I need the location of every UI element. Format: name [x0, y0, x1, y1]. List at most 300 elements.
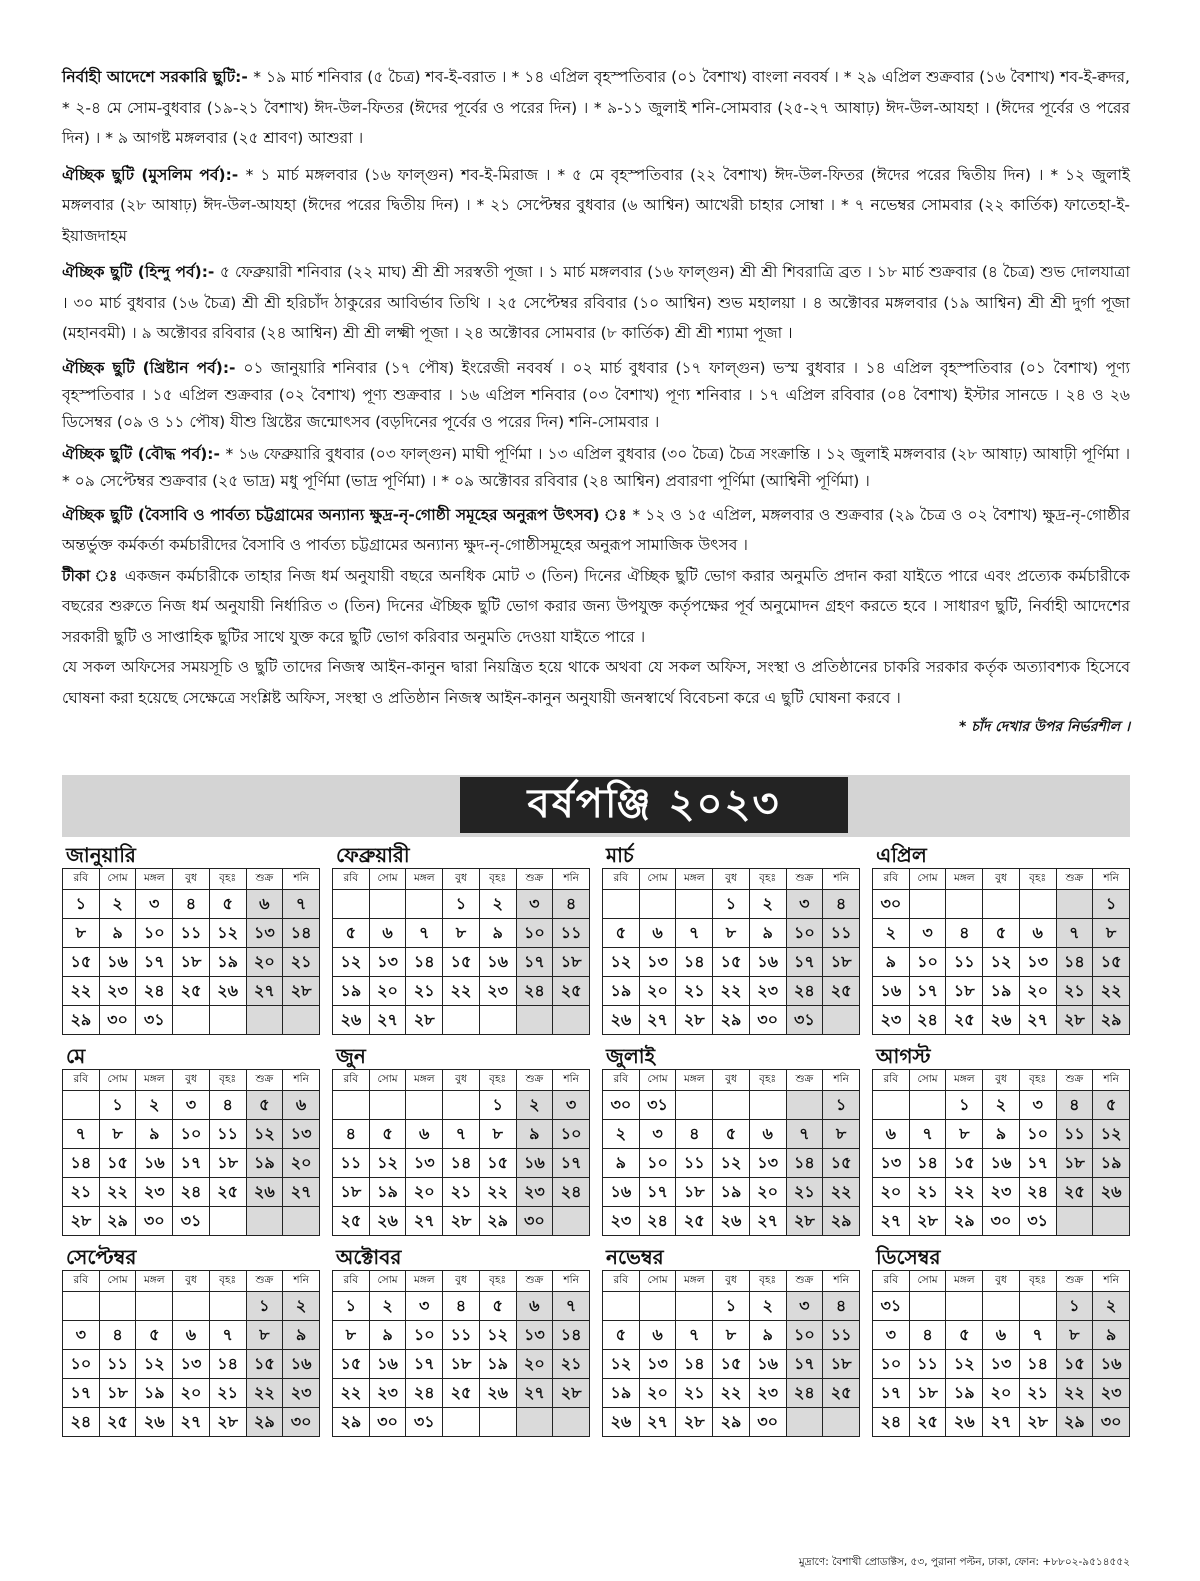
day-cell: ২০	[983, 1379, 1020, 1408]
day-cell: ৮	[443, 919, 480, 948]
holiday-paragraph	[62, 500, 1130, 561]
day-cell: ১৫	[713, 1350, 750, 1379]
day-cell: ৫	[136, 1321, 173, 1350]
day-cell	[676, 1292, 713, 1321]
week-row	[63, 1350, 320, 1379]
day-cell: ৩	[1019, 1091, 1056, 1120]
week-row	[333, 1120, 590, 1149]
weekday-header-row	[333, 869, 590, 890]
week-row	[873, 1292, 1130, 1321]
day-cell: ১৫	[1056, 1350, 1093, 1379]
month-calendar	[602, 1242, 860, 1437]
week-row	[603, 948, 860, 977]
day-cell: ১১	[333, 1149, 370, 1178]
day-cell: ২৮	[209, 1408, 246, 1437]
day-cell	[946, 890, 983, 919]
day-cell	[823, 1006, 860, 1035]
weekday-header: বৃহঃ	[749, 1070, 786, 1091]
day-cell: ১০	[136, 919, 173, 948]
weekday-header: রবি	[873, 1271, 910, 1292]
day-cell: ১১	[99, 1350, 136, 1379]
weekday-header: বৃহঃ	[749, 1271, 786, 1292]
day-cell: ২৪	[553, 1178, 590, 1207]
day-cell: ৯	[873, 948, 910, 977]
day-cell: ১৫	[99, 1149, 136, 1178]
week-row	[873, 1350, 1130, 1379]
weekday-header: সোম	[369, 869, 406, 890]
day-cell: ৩	[786, 1292, 823, 1321]
day-cell	[173, 1006, 210, 1035]
day-cell: ৬	[873, 1120, 910, 1149]
day-cell: ১৭	[516, 948, 553, 977]
weekday-header: বুধ	[173, 1070, 210, 1091]
day-cell: ৯	[749, 1321, 786, 1350]
day-cell: ১৯	[1093, 1149, 1130, 1178]
day-cell: ৯	[99, 919, 136, 948]
day-cell: ২৯	[823, 1207, 860, 1236]
day-cell	[553, 1207, 590, 1236]
week-row	[873, 948, 1130, 977]
weekday-header: বৃহঃ	[1019, 1070, 1056, 1091]
day-cell	[786, 1091, 823, 1120]
weekday-header: সোম	[639, 1271, 676, 1292]
day-cell: ২৯	[479, 1207, 516, 1236]
day-cell	[99, 1292, 136, 1321]
paragraph-body: * ১২ ও ১৫ এপ্রিল, মঙ্গলবার ও শুক্রবার (২৯ চৈত্র ও ০২ বৈশাখ) ক্ষুদ্র-নৃ-গোষ্ঠীর অন্তর্ভুক্ত কর্মকর্তা কর্মচারীদের বৈসাবি ও পার্বত্য চট্টগ্রামের অন্যান্য ক্ষুদ-নৃ-গোষ্ঠীসমূহের অনুরূপ সামাজিক উৎসব ।	[62, 505, 1130, 554]
month-grid	[62, 840, 1132, 1437]
day-cell	[603, 1292, 640, 1321]
weekday-header: বুধ	[173, 869, 210, 890]
weekday-header: শনি	[553, 1070, 590, 1091]
day-cell: ১৩	[246, 919, 283, 948]
day-cell	[909, 890, 946, 919]
day-cell: ১৭	[553, 1149, 590, 1178]
week-row	[873, 919, 1130, 948]
day-cell: ২৫	[676, 1207, 713, 1236]
day-cell: ৭	[909, 1120, 946, 1149]
day-cell: ১৯	[603, 977, 640, 1006]
day-cell: ২৭	[1019, 1006, 1056, 1035]
day-cell: ৩০	[873, 890, 910, 919]
day-cell: ২০	[369, 977, 406, 1006]
weekday-header: শনি	[823, 869, 860, 890]
day-cell: ৫	[603, 1321, 640, 1350]
day-cell	[749, 1091, 786, 1120]
weekday-header: মঙ্গল	[946, 1271, 983, 1292]
week-row	[63, 1207, 320, 1236]
weekday-header: শনি	[283, 869, 320, 890]
week-row	[873, 977, 1130, 1006]
weekday-header: শুক্র	[516, 869, 553, 890]
day-cell: ১৮	[823, 1350, 860, 1379]
week-row	[603, 1149, 860, 1178]
holiday-notes-section	[62, 62, 1130, 739]
day-cell: ৩০	[983, 1207, 1020, 1236]
day-cell: ১২	[333, 948, 370, 977]
weekday-header-row	[63, 1271, 320, 1292]
day-cell: ৯	[749, 919, 786, 948]
day-cell: ১৬	[283, 1350, 320, 1379]
week-row	[63, 1120, 320, 1149]
day-cell: ২৯	[946, 1207, 983, 1236]
month-calendar	[62, 840, 320, 1035]
day-cell: ১৬	[1093, 1350, 1130, 1379]
day-cell: ২৬	[1093, 1178, 1130, 1207]
day-cell: ২১	[1019, 1379, 1056, 1408]
note-paragraph	[62, 652, 1130, 713]
day-cell: ২৩	[1093, 1379, 1130, 1408]
day-cell: ২২	[333, 1379, 370, 1408]
day-cell: ১৩	[173, 1350, 210, 1379]
day-cell: ১৫	[246, 1350, 283, 1379]
day-cell: ২৭	[369, 1006, 406, 1035]
day-cell: ১	[1093, 890, 1130, 919]
day-cell: ১৭	[1019, 1149, 1056, 1178]
day-cell	[786, 1408, 823, 1437]
weekday-header: মঙ্গল	[676, 1070, 713, 1091]
weekday-header: রবি	[873, 1070, 910, 1091]
weekday-header: বুধ	[713, 1070, 750, 1091]
weekday-header: শনি	[553, 869, 590, 890]
week-row	[333, 1292, 590, 1321]
day-cell: ৪	[443, 1292, 480, 1321]
day-cell: ২	[516, 1091, 553, 1120]
day-cell: ৪	[823, 1292, 860, 1321]
moon-sighting-note: * চাঁদ দেখার উপর নির্ভরশীল ।	[959, 719, 1130, 735]
day-cell: ২৬	[983, 1006, 1020, 1035]
month-table	[602, 1069, 860, 1236]
day-cell: ২৮	[553, 1379, 590, 1408]
day-cell: ১৭	[173, 1149, 210, 1178]
weekday-header: বুধ	[443, 869, 480, 890]
day-cell: ২	[603, 1120, 640, 1149]
day-cell: ১৪	[1019, 1350, 1056, 1379]
week-row	[333, 890, 590, 919]
day-cell: ১২	[136, 1350, 173, 1379]
day-cell: ৩	[873, 1321, 910, 1350]
day-cell: ২১	[676, 1379, 713, 1408]
weekday-header: রবি	[63, 1070, 100, 1091]
day-cell	[283, 1006, 320, 1035]
day-cell: ১৮	[443, 1350, 480, 1379]
day-cell: ১৮	[99, 1379, 136, 1408]
day-cell: ২৮	[406, 1006, 443, 1035]
day-cell: ৩০	[136, 1207, 173, 1236]
weekday-header: শুক্র	[786, 1070, 823, 1091]
week-row	[603, 1006, 860, 1035]
weekday-header: বুধ	[713, 869, 750, 890]
weekday-header: মঙ্গল	[946, 1070, 983, 1091]
day-cell: ৫	[946, 1321, 983, 1350]
day-cell: ৮	[63, 919, 100, 948]
week-row	[63, 1149, 320, 1178]
day-cell: ২১	[909, 1178, 946, 1207]
day-cell: ১৫	[443, 948, 480, 977]
month-calendar	[62, 1041, 320, 1236]
day-cell: ২৯	[99, 1207, 136, 1236]
day-cell: ২১	[209, 1379, 246, 1408]
day-cell: ৪	[333, 1120, 370, 1149]
day-cell: ১০	[406, 1321, 443, 1350]
week-row	[333, 1091, 590, 1120]
month-name: নভেম্বর	[606, 1245, 664, 1269]
day-cell: ২১	[553, 1350, 590, 1379]
day-cell: ২৩	[983, 1178, 1020, 1207]
day-cell: ৯	[136, 1120, 173, 1149]
weekday-header: বুধ	[713, 1271, 750, 1292]
month-name: মার্চ	[606, 843, 634, 867]
day-cell: ২০	[283, 1149, 320, 1178]
day-cell: ২৭	[639, 1006, 676, 1035]
day-cell: ৩১	[639, 1091, 676, 1120]
weekday-header: বৃহঃ	[479, 1271, 516, 1292]
day-cell: ১০	[639, 1149, 676, 1178]
day-cell: ২০	[246, 948, 283, 977]
day-cell: ২৪	[516, 977, 553, 1006]
month-calendar	[332, 840, 590, 1035]
day-cell: ৯	[603, 1149, 640, 1178]
week-row	[333, 1408, 590, 1437]
weekday-header: রবি	[603, 869, 640, 890]
weekday-header-row	[873, 1070, 1130, 1091]
day-cell: ৫	[369, 1120, 406, 1149]
weekday-header: সোম	[639, 869, 676, 890]
month-calendar	[62, 1242, 320, 1437]
day-cell: ৭	[553, 1292, 590, 1321]
day-cell: ২৫	[209, 1178, 246, 1207]
day-cell	[173, 1292, 210, 1321]
day-cell: ১৮	[333, 1178, 370, 1207]
day-cell: ১৪	[909, 1149, 946, 1178]
day-cell: ১১	[443, 1321, 480, 1350]
day-cell	[553, 1006, 590, 1035]
weekday-header: বুধ	[443, 1070, 480, 1091]
day-cell: ৮	[479, 1120, 516, 1149]
day-cell: ২৬	[209, 977, 246, 1006]
day-cell: ১৯	[369, 1178, 406, 1207]
day-cell: ১	[63, 890, 100, 919]
weekday-header: মঙ্গল	[676, 869, 713, 890]
day-cell: ৬	[406, 1120, 443, 1149]
day-cell: ১২	[479, 1321, 516, 1350]
day-cell: ২৮	[676, 1408, 713, 1437]
day-cell: ২২	[713, 977, 750, 1006]
paragraph-body: * ১৬ ফেব্রুয়ারি বুধবার (০৩ ফাল্গুন) মাঘী পূর্ণিমা । ১৩ এপ্রিল বুধবার (৩০ চৈত্র) চৈত্র সংক্রান্তি । ১২ জুলাই মঙ্গলবার (২৮ আষাঢ়) আষাঢ়ী পূর্ণিমা । * ০৯ সেপ্টেম্বর শুক্রবার (২৫ ভাদ্র) মধু পূর্ণিমা (ভাদ্র পূর্ণিমা) । * ০৯ অক্টোবর রবিবার (২৪ আশ্বিন) প্রবারণা পূর্ণিমা (আশ্বিনী পূর্ণিমা) ।	[62, 444, 1131, 490]
day-cell: ১৮	[209, 1149, 246, 1178]
week-row	[63, 1292, 320, 1321]
day-cell: ২৯	[1056, 1408, 1093, 1437]
day-cell: ২৯	[333, 1408, 370, 1437]
day-cell	[823, 1408, 860, 1437]
week-row	[63, 977, 320, 1006]
weekday-header: বৃহঃ	[209, 1070, 246, 1091]
day-cell	[136, 1292, 173, 1321]
week-row	[603, 1120, 860, 1149]
day-cell: ৭	[283, 890, 320, 919]
day-cell: ৫	[983, 919, 1020, 948]
day-cell: ৭	[676, 1321, 713, 1350]
weekday-header: শুক্র	[1056, 1070, 1093, 1091]
day-cell	[516, 1408, 553, 1437]
day-cell: ১৬	[479, 948, 516, 977]
day-cell: ৮	[1093, 919, 1130, 948]
week-row	[873, 1408, 1130, 1437]
paragraph-body: * ১৯ মার্চ শনিবার (৫ চৈত্র) শব-ই-বরাত । * ১৪ এপ্রিল বৃহস্পতিবার (০১ বৈশাখ) বাংলা নববর্ষ । * ২৯ এপ্রিল শুক্রবার (১৬ বৈশাখ) শব-ই-ক্বদর, * ২-৪ মে সোম-বুধবার (১৯-২১ বৈশাখ) ঈদ-উল-ফিতর (ঈদের পূর্বের ও পরের দিন) । * ৯-১১ জুলাই শনি-সোমবার (২৫-২৭ আষাঢ়) ঈদ-উল-আযহা । (ঈদের পূর্বের ও পরের দিন) । * ৯ আগষ্ট মঙ্গলবার (২৫ শ্রাবণ) আশুরা ।	[62, 68, 1130, 147]
weekday-header-row	[603, 1070, 860, 1091]
day-cell: ২০	[516, 1350, 553, 1379]
day-cell: ১৭	[639, 1178, 676, 1207]
day-cell: ২২	[63, 977, 100, 1006]
weekday-header: শুক্র	[246, 1271, 283, 1292]
weekday-header: মঙ্গল	[406, 869, 443, 890]
day-cell: ৩০	[516, 1207, 553, 1236]
day-cell: ৩১	[173, 1207, 210, 1236]
day-cell: ৬	[246, 890, 283, 919]
day-cell: ৬	[283, 1091, 320, 1120]
month-table	[872, 1069, 1130, 1236]
day-cell: ৪	[676, 1120, 713, 1149]
day-cell: ২১	[283, 948, 320, 977]
day-cell	[983, 1292, 1020, 1321]
week-row	[873, 1207, 1130, 1236]
day-cell: ২৫	[909, 1408, 946, 1437]
day-cell: ৯	[516, 1120, 553, 1149]
day-cell: ৫	[479, 1292, 516, 1321]
day-cell: ২৭	[173, 1408, 210, 1437]
day-cell: ১৬	[99, 948, 136, 977]
day-cell	[873, 1091, 910, 1120]
day-cell: ১৩	[369, 948, 406, 977]
day-cell: ১২	[946, 1350, 983, 1379]
day-cell: ৩০	[1093, 1408, 1130, 1437]
day-cell: ২৬	[713, 1207, 750, 1236]
day-cell	[1056, 1207, 1093, 1236]
day-cell: ১৩	[639, 948, 676, 977]
day-cell: ১৫	[823, 1149, 860, 1178]
day-cell: ২৬	[369, 1207, 406, 1236]
weekday-header: বৃহঃ	[479, 1070, 516, 1091]
paragraph-heading: ঐচ্ছিক ছুটি (বৈসাবি ও পার্বত্য চট্টগ্রামের অন্যান্য ক্ষুদ্র-নৃ-গোষ্ঠী সমূহের অনুরূপ উৎসব) ঃ	[62, 505, 633, 524]
day-cell: ৮	[246, 1321, 283, 1350]
day-cell: ১১	[209, 1120, 246, 1149]
day-cell: ২২	[1093, 977, 1130, 1006]
day-cell: ১৪	[553, 1321, 590, 1350]
paragraph-heading: টীকা ঃ	[62, 566, 125, 585]
day-cell: ২৫	[823, 977, 860, 1006]
weekday-header: বুধ	[443, 1271, 480, 1292]
day-cell: ৭	[1019, 1321, 1056, 1350]
day-cell: ১৭	[873, 1379, 910, 1408]
day-cell	[209, 1006, 246, 1035]
month-calendar	[332, 1041, 590, 1236]
weekday-header: রবি	[603, 1271, 640, 1292]
day-cell: ২৪	[136, 977, 173, 1006]
day-cell: ২৬	[136, 1408, 173, 1437]
paragraph-heading: ঐচ্ছিক ছুটি (মুসলিম পর্ব):-	[62, 165, 246, 184]
day-cell: ৬	[516, 1292, 553, 1321]
day-cell: ১৮	[823, 948, 860, 977]
day-cell: ১৩	[749, 1149, 786, 1178]
day-cell: ৮	[713, 919, 750, 948]
day-cell	[283, 1207, 320, 1236]
day-cell: ১৩	[983, 1350, 1020, 1379]
day-cell: ১	[99, 1091, 136, 1120]
day-cell: ২৫	[173, 977, 210, 1006]
day-cell: ১৮	[553, 948, 590, 977]
day-cell: ২৩	[749, 1379, 786, 1408]
day-cell: ৪	[946, 919, 983, 948]
day-cell: ৯	[369, 1321, 406, 1350]
day-cell: ১১	[909, 1350, 946, 1379]
week-row	[873, 890, 1130, 919]
day-cell: ৩	[909, 919, 946, 948]
day-cell	[1019, 890, 1056, 919]
day-cell	[209, 1207, 246, 1236]
weekday-header: সোম	[909, 1070, 946, 1091]
weekday-header: শনি	[1093, 1271, 1130, 1292]
month-table	[62, 1069, 320, 1236]
day-cell: ৩১	[406, 1408, 443, 1437]
day-cell: ১০	[786, 919, 823, 948]
day-cell: ২৪	[173, 1178, 210, 1207]
week-row	[63, 919, 320, 948]
day-cell: ১২	[246, 1120, 283, 1149]
weekday-header: শুক্র	[786, 1271, 823, 1292]
day-cell	[553, 1408, 590, 1437]
day-cell: ২	[99, 890, 136, 919]
day-cell: ১৯	[333, 977, 370, 1006]
day-cell: ১২	[1093, 1120, 1130, 1149]
day-cell: ৩১	[786, 1006, 823, 1035]
day-cell: ৩	[136, 890, 173, 919]
day-cell: ২৮	[443, 1207, 480, 1236]
day-cell: ১০	[553, 1120, 590, 1149]
day-cell: ২	[749, 890, 786, 919]
weekday-header: শুক্র	[516, 1271, 553, 1292]
weekday-header: বৃহঃ	[1019, 869, 1056, 890]
day-cell: ২৯	[63, 1006, 100, 1035]
day-cell	[479, 1408, 516, 1437]
day-cell: ১৮	[173, 948, 210, 977]
week-row	[63, 1091, 320, 1120]
day-cell: ১	[946, 1091, 983, 1120]
day-cell: ৭	[676, 919, 713, 948]
day-cell	[63, 1292, 100, 1321]
month-table	[62, 1270, 320, 1437]
day-cell: ২২	[443, 977, 480, 1006]
day-cell: ২৫	[823, 1379, 860, 1408]
weekday-header-row	[333, 1070, 590, 1091]
paragraph-heading: ঐচ্ছিক ছুটি (বৌদ্ধ পর্ব):-	[62, 444, 226, 463]
day-cell	[713, 1091, 750, 1120]
day-cell: ২৬	[603, 1408, 640, 1437]
week-row	[603, 1350, 860, 1379]
day-cell: ১৮	[946, 977, 983, 1006]
day-cell: ১৮	[909, 1379, 946, 1408]
month-table	[872, 1270, 1130, 1437]
weekday-header: মঙ্গল	[136, 1271, 173, 1292]
day-cell: ৪	[823, 890, 860, 919]
week-row	[603, 1321, 860, 1350]
day-cell: ১৮	[676, 1178, 713, 1207]
day-cell: ১৭	[909, 977, 946, 1006]
day-cell: ১৪	[676, 1350, 713, 1379]
day-cell: ৩	[786, 890, 823, 919]
day-cell: ২০	[749, 1178, 786, 1207]
day-cell: ২৫	[553, 977, 590, 1006]
day-cell	[676, 1091, 713, 1120]
printer-credit: মুদ্রাণে: বৈশাখী প্রোডাক্টস, ৫৩, পুরানা পল্টন, ঢাকা, ফোন: +৮৮০২-৯৫১৪৫৫২	[798, 1556, 1130, 1568]
